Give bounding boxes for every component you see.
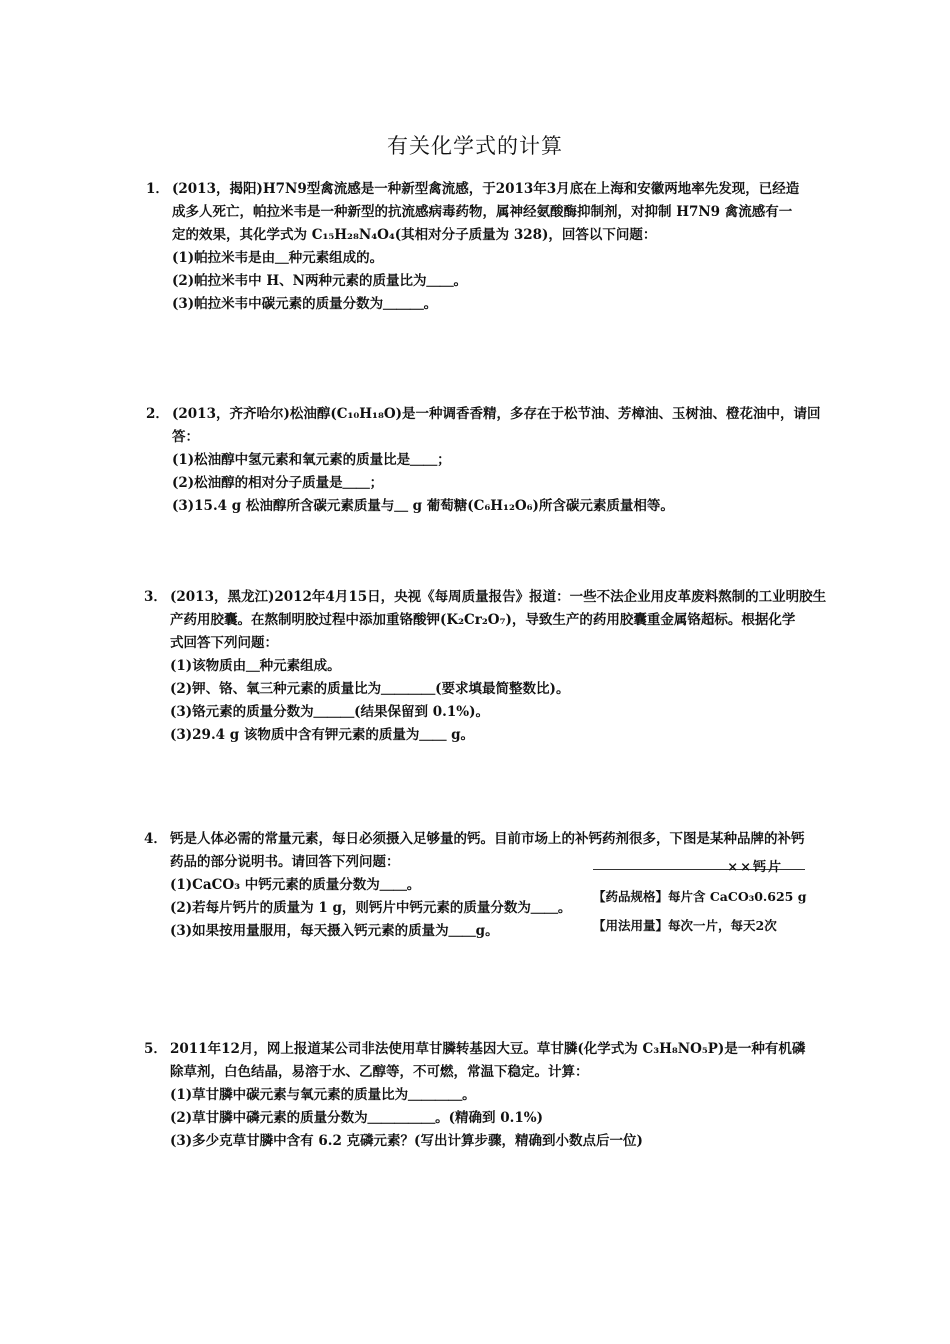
sub-question: (3)29.4 g 该物质中含有钾元素的质量为＿＿ g。 [170,727,475,743]
question-number: 1． [146,181,169,197]
question-number: 3． [144,589,167,605]
question-text: 定的效果，其化学式为 C₁₅H₂₈N₄O₄(其相对分子质量为 328)，回答以下问题： [172,227,657,243]
question-text: 产药用胶囊。在熬制明胶过程中添加重铬酸钾(K₂Cr₂O₇)，导致生产的药用胶囊重金属铬超标。根据化学 [170,612,796,628]
question-text: 成多人死亡，帕拉米韦是一种新型的抗流感病毒药物，属神经氨酸酶抑制剂，对抑制 H7N9 禽流感有一 [172,204,793,220]
question-2 [146,403,821,518]
sub-question: (1)松油醇中氢元素和氧元素的质量比是＿＿； [172,452,451,468]
sub-question: (2)帕拉米韦中 H、N两种元素的质量比为＿＿。 [172,273,467,289]
calcium-tablet-label [593,856,805,940]
sub-question: (3)铬元素的质量分数为＿＿＿(结果保留到 0.1%)。 [170,704,489,720]
sub-question: (2)钾、铬、氧三种元素的质量比为＿＿＿＿(要求填最简整数比)。 [170,681,570,697]
sub-question: (1)该物质由＿种元素组成。 [170,658,341,674]
sub-question: (1)帕拉米韦是由＿种元素组成的。 [172,250,384,266]
sub-question: (3)多少克草甘膦中含有 6.2 克磷元素？(写出计算步骤，精确到小数点后一位) [170,1133,643,1149]
question-text: 钙是人体必需的常量元素，每日必须摄入足够量的钙。目前市场上的补钙药剂很多，下图是某种品牌的补钙 [170,831,805,847]
label-dosage-row: 【用法用量】每次一片，每天2次 [593,918,777,933]
sub-question: (1)草甘膦中碳元素与氧元素的质量比为＿＿＿＿。 [170,1087,476,1103]
page-title: 有关化学式的计算 [387,134,563,158]
label-spec-row: 【药品规格】每片含 CaCO₃0.625 g [593,889,807,904]
question-text: (2013，黑龙江)2012年4月15日，央视《每周质量报告》报道：一些不法企业用皮革废料熬制的工业明胶生 [170,589,827,605]
question-text: (2013，齐齐哈尔)松油醇(C₁₀H₁₈O)是一种调香香精，多存在于松节油、芳樟油、玉树油、橙花油中，请回 [172,406,821,422]
label-title: ××钙片 [727,860,783,875]
question-text: 药品的部分说明书。请回答下列问题： [170,854,400,870]
sub-question: (3)帕拉米韦中碳元素的质量分数为＿＿＿。 [172,296,438,312]
question-number: 4． [144,831,167,847]
question-3 [144,586,827,747]
question-text: (2013，揭阳)H7N9型禽流感是一种新型禽流感，于2013年3月底在上海和安徽两地率先发现，已经造 [172,181,800,197]
question-text: 除草剂，白色结晶，易溶于水、乙醇等，不可燃，常温下稳定。计算： [170,1064,589,1080]
sub-question: (1)CaCO₃ 中钙元素的质量分数为＿＿。 [170,877,421,893]
question-text: 式回答下列问题： [170,635,278,651]
sub-question: (2)若每片钙片的质量为 1 g，则钙片中钙元素的质量分数为＿＿。 [170,900,572,916]
question-text: 答： [172,429,199,445]
question-number: 2． [146,406,169,422]
question-5 [144,1038,820,1153]
sub-question: (2)松油醇的相对分子质量是＿＿； [172,475,384,491]
sub-question: (2)草甘膦中磷元素的质量分数为＿＿＿＿＿。(精确到 0.1%) [170,1110,543,1126]
question-number: 5． [144,1041,167,1057]
question-1 [146,178,832,316]
question-text: 2011年12月，网上报道某公司非法使用草甘膦转基因大豆。草甘膦(化学式为 C₃H₈NO₅P)是一种有机磷 [170,1041,806,1057]
sub-question: (3)如果按用量服用，每天摄入钙元素的质量为＿＿g。 [170,923,499,939]
sub-question: (3)15.4 g 松油醇所含碳元素质量与＿ g 葡萄糖(C₆H₁₂O₆)所含碳元素质量相等。 [172,498,674,514]
